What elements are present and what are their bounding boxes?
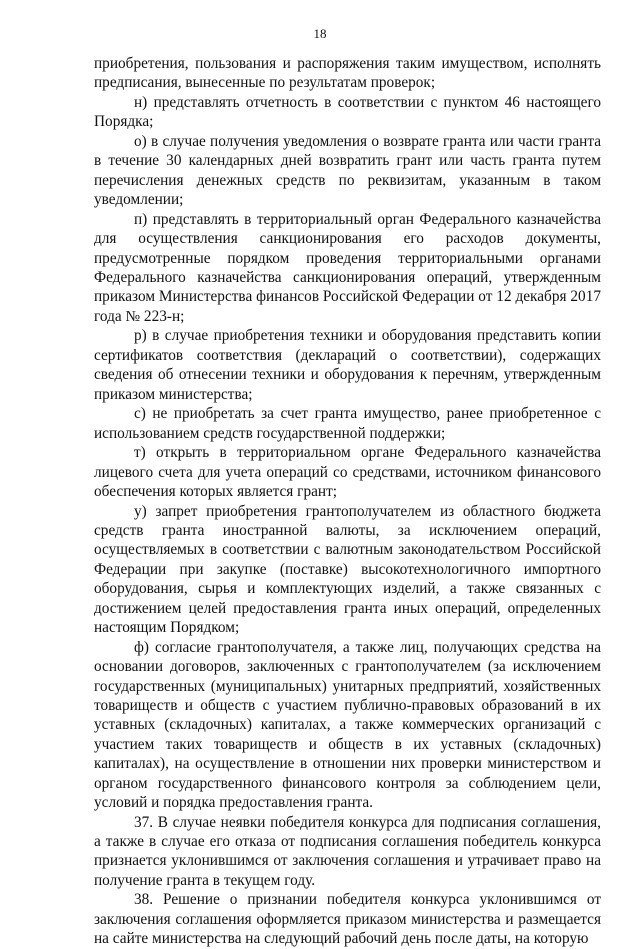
list-item-t: т) открыть в территориальном органе Федерального казначейства лицевого счета для учета операций со средствами, источником финансового обеспечения которых является грант; <box>94 444 601 501</box>
document-body <box>94 54 601 949</box>
page-number: 18 <box>313 26 327 41</box>
list-item-o: о) в случае получения уведомления о возврате гранта или части гранта в течение 30 календарных дней возвратить грант или часть гранта путем перечисления денежных средств по реквизитам, указанным в таком уведомлении; <box>94 133 601 209</box>
clause-38: 38. Решение о признании победителя конкурса уклонившимся от заключения соглашения оформляется приказом министерства и размещается на сайте министерства на следующий рабочий день после даты, на которую <box>94 891 601 948</box>
clause-37: 37. В случае неявки победителя конкурса для подписания соглашения, а также в случае его отказа от подписания соглашения победитель конкурса признается уклонившимся от заключения соглашения и утрачивает право на получение гранта в текущем году. <box>94 813 601 889</box>
list-item-u: у) запрет приобретения грантополучателем из областного бюджета средств гранта иностранной валюты, за исключением операций, осуществляемых в соответствии с валютным законодательством Российской Федерации при закупке (поставке) высокотехнологичного импортного оборудования, сырья и комплектующих изделий, а также связанных с достижением целей предоставления гранта иных операций, определенных настоящим Порядком; <box>94 502 601 637</box>
paragraph-continuation: приобретения, пользования и распоряжения таким имуществом, исполнять предписания, вынесенные по результатам проверок; <box>94 55 601 92</box>
list-item-s: с) не приобретать за счет гранта имущество, ранее приобретенное с использованием средств государственной поддержки; <box>94 405 601 442</box>
list-item-f: ф) согласие грантополучателя, а также лиц, получающих средства на основании договоров, заключенных с грантополучателем (за исключением государственных (муниципальных) унитарных предприятий, хозяйственных товариществ и обществ с участием публично-правовых образований в их уставных (складочных) капиталах, а также коммерческих организаций с участием таких товариществ и обществ в их уставных (складочных) капиталах), на осуществление в отношении них проверки министерством и органом государственного финансового контроля за соблюдением цели, условий и порядка предоставления гранта. <box>94 638 601 811</box>
list-item-n: н) представлять отчетность в соответствии с пунктом 46 настоящего Порядка; <box>94 94 601 131</box>
list-item-r: р) в случае приобретения техники и оборудования представить копии сертификатов соответствия (деклараций о соответствии), содержащих сведения об отнесении техники и оборудования к перечням, утвержденным приказом министерства; <box>94 327 601 403</box>
list-item-p: п) представлять в территориальный орган Федерального казначейства для осуществления санкционирования его расходов документы, предусмотренные порядком проведения территориальными органами Федерального казначейства санкционирования операций, утвержденным приказом Министерства финансов Российской Федерации от 12 декабря 2017 года № 223-н; <box>94 210 601 325</box>
